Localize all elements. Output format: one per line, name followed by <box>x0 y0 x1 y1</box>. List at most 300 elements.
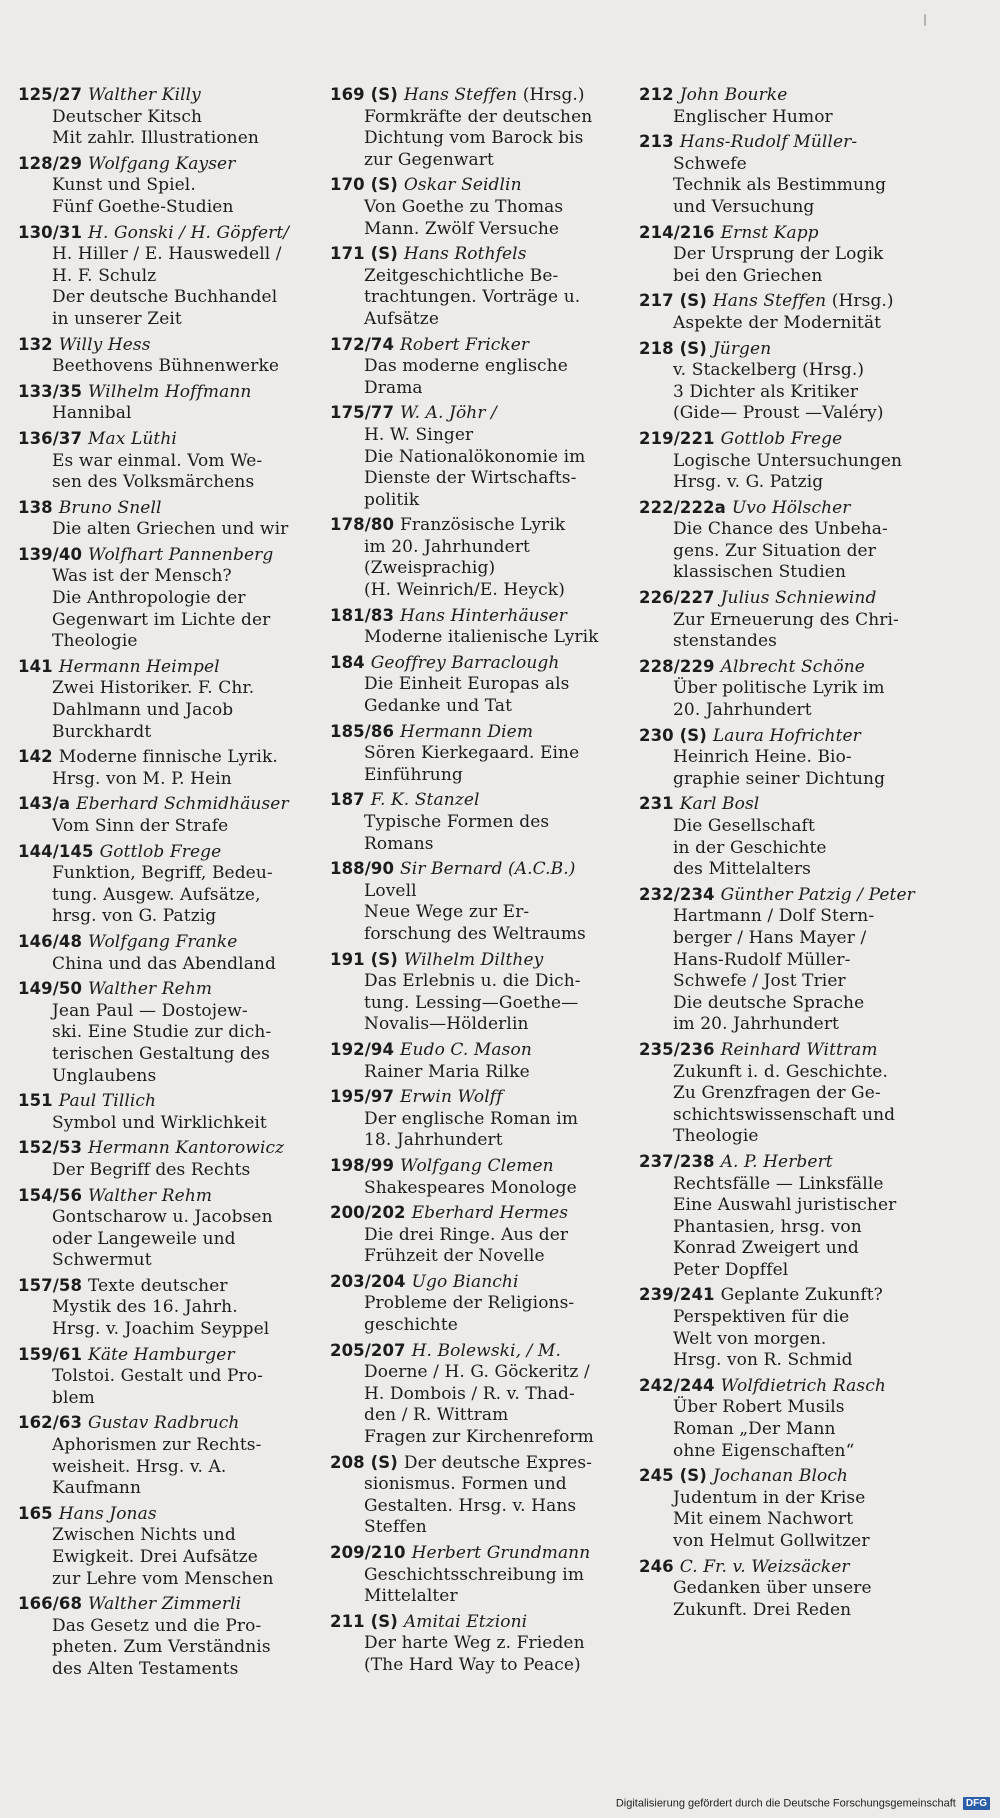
entry-line: klassischen Studien <box>673 562 847 583</box>
entry-line: Aufsätze <box>364 308 440 329</box>
entry-number: 144/145 <box>18 841 94 861</box>
entry-line: Schwefe <box>673 153 747 174</box>
entry-line: ohne Eigenschaften“ <box>673 1440 855 1461</box>
catalog-entry <box>18 334 318 378</box>
entry-author: Gustav Radbruch <box>88 1413 240 1434</box>
catalog-entry <box>18 1503 318 1590</box>
entry-number: 214/216 <box>639 222 715 242</box>
entry-line: H. Hiller / E. Hauswedell / <box>52 244 282 265</box>
entry-line: Gedanke und Tat <box>364 696 513 717</box>
entry-line: Gestalten. Hrsg. v. Hans <box>364 1495 577 1516</box>
catalog-column-right <box>639 84 939 1624</box>
entry-author: Max Lüthi <box>88 428 177 449</box>
entry-number: 138 <box>18 497 53 517</box>
entry-heading <box>639 1375 939 1398</box>
catalog-entry <box>330 1340 630 1449</box>
catalog-entry <box>330 334 630 400</box>
catalog-entry <box>18 931 318 975</box>
entry-line: Mann. Zwölf Versuche <box>364 218 560 239</box>
entry-heading <box>330 514 630 537</box>
entry-heading <box>330 334 630 357</box>
catalog-entry <box>330 858 630 945</box>
catalog-entry <box>330 949 630 1036</box>
entry-author: Hans-Rudolf Müller- <box>679 132 858 153</box>
entry-author: Wilhelm Hoffmann <box>88 381 252 402</box>
entry-heading <box>330 949 630 972</box>
entry-line: Über Robert Musils <box>673 1397 845 1418</box>
entry-line: Mittelalter <box>364 1586 458 1607</box>
entry-author: Hans Steffen <box>712 291 827 312</box>
catalog-entry <box>18 497 318 541</box>
entry-line: Peter Dopffel <box>673 1259 789 1280</box>
entry-line: Theologie <box>52 631 138 652</box>
entry-line: Moderne italienische Lyrik <box>364 627 599 648</box>
entry-line: des Mittelalters <box>673 859 811 880</box>
dfg-logo-icon: DFG <box>963 1797 990 1810</box>
entry-heading <box>330 721 630 744</box>
catalog-entry <box>639 1375 939 1462</box>
entry-line: Der deutsche Buchhandel <box>52 287 278 308</box>
entry-number: 188/90 <box>330 859 395 879</box>
entry-number: 209/210 <box>330 1543 406 1562</box>
entry-title: Französische Lyrik <box>400 515 566 536</box>
entry-line: H. Dombois / R. v. Thad- <box>364 1383 575 1404</box>
catalog-entry <box>639 497 939 584</box>
catalog-entry <box>639 84 939 128</box>
entry-line: Mystik des 16. Jahrh. <box>52 1297 238 1318</box>
entry-heading <box>18 497 318 520</box>
entry-number: 192/94 <box>330 1039 395 1059</box>
entry-line: 20. Jahrhundert <box>673 700 812 721</box>
entry-line: Zeitgeschichtliche Be- <box>364 265 559 286</box>
entry-number: 172/74 <box>330 334 395 354</box>
entry-number: 211 (S) <box>330 1611 398 1631</box>
entry-author: Paul Tillich <box>58 1091 157 1112</box>
entry-author: Uvo Hölscher <box>731 497 851 518</box>
catalog-entry <box>18 1344 318 1410</box>
entry-line: Ewigkeit. Drei Aufsätze <box>52 1547 258 1567</box>
entry-heading <box>330 858 630 881</box>
entry-line: tung. Lessing—Goethe— <box>364 992 579 1013</box>
entry-line: Geschichtsschreibung im <box>364 1564 585 1585</box>
entry-heading <box>639 497 939 520</box>
entry-title: Geplante Zukunft? <box>720 1285 883 1306</box>
catalog-entry <box>18 1137 318 1181</box>
entry-line: (The Hard Way to Peace) <box>364 1654 581 1675</box>
entry-editor-note: (Hrsg.) <box>826 291 894 312</box>
entry-line: Gontscharow u. Jacobsen <box>52 1207 273 1228</box>
catalog-entry <box>330 1452 630 1539</box>
entry-line: Sören Kierkegaard. Eine <box>364 743 580 764</box>
entry-heading <box>330 1452 630 1475</box>
entry-line: oder Langeweile und <box>52 1228 236 1249</box>
entry-heading <box>18 793 318 816</box>
entry-heading <box>330 402 630 425</box>
entry-line: Aphorismen zur Rechts- <box>52 1435 262 1456</box>
catalog-entry <box>639 222 939 288</box>
entry-heading <box>330 605 630 628</box>
entry-number: 185/86 <box>330 721 395 741</box>
entry-heading <box>18 978 318 1001</box>
entry-line: Hans-Rudolf Müller- <box>673 949 851 970</box>
entry-line: Die deutsche Sprache <box>673 992 865 1013</box>
entry-line: Das Erlebnis u. die Dich- <box>364 971 581 992</box>
entry-line: Symbol und Wirklichkeit <box>52 1112 267 1133</box>
catalog-entry <box>330 789 630 855</box>
entry-number: 242/244 <box>639 1375 715 1395</box>
entry-line: Zwei Historiker. F. Chr. <box>52 678 255 699</box>
entry-line: sen des Volksmärchens <box>52 472 255 493</box>
entry-heading <box>330 1542 630 1565</box>
catalog-entry <box>330 1202 630 1268</box>
catalog-entry <box>330 514 630 601</box>
entry-number: 203/204 <box>330 1271 406 1291</box>
entry-author: Laura Hofrichter <box>712 725 861 746</box>
entry-line: v. Stackelberg (Hrsg.) <box>673 360 865 381</box>
entry-line: Die alten Griechen und wir <box>52 519 289 540</box>
entry-line: H. W. Singer <box>364 424 474 445</box>
entry-line: Phantasien, hrsg. von <box>673 1216 862 1237</box>
entry-line: Vom Sinn der Strafe <box>52 816 229 836</box>
entry-line: (Zweisprachig) <box>364 558 496 579</box>
entry-line: Funktion, Begriff, Bedeu- <box>52 863 273 884</box>
entry-heading <box>639 1039 939 1062</box>
entry-line: im 20. Jahrhundert <box>364 536 530 557</box>
entry-number: 230 (S) <box>639 725 707 745</box>
catalog-entry <box>639 793 939 880</box>
entry-line: Welt von morgen. <box>673 1328 827 1349</box>
catalog-entry <box>18 544 318 653</box>
catalog-entry <box>330 174 630 240</box>
catalog-entry <box>639 884 939 1036</box>
entry-number: 200/202 <box>330 1203 406 1223</box>
entry-author: C. Fr. v. Weizsäcker <box>679 1556 850 1577</box>
entry-line: Mit einem Nachwort <box>673 1509 854 1530</box>
entry-editor-note: (Hrsg.) <box>517 85 585 105</box>
entry-line: sionismus. Formen und <box>364 1474 567 1495</box>
entry-author: A. P. Herbert <box>720 1151 833 1172</box>
entry-heading <box>18 428 318 451</box>
entry-line: Novalis—Hölderlin <box>364 1014 529 1035</box>
entry-line: Mit zahlr. Illustrationen <box>52 128 259 149</box>
catalog-entry <box>639 1284 939 1371</box>
entry-author: Hermann Heimpel <box>58 656 220 677</box>
entry-number: 151 <box>18 1091 53 1111</box>
entry-heading <box>639 428 939 451</box>
entry-heading <box>18 1275 318 1298</box>
entry-number: 136/37 <box>18 428 83 448</box>
entry-number: 213 <box>639 132 674 152</box>
entry-line: Zwischen Nichts und <box>52 1525 236 1546</box>
entry-heading <box>330 1039 630 1062</box>
catalog-entry <box>330 1039 630 1083</box>
entry-line: im 20. Jahrhundert <box>673 1014 839 1035</box>
entry-line: Die drei Ringe. Aus der <box>364 1224 569 1245</box>
entry-author: Wilhelm Dilthey <box>403 949 544 970</box>
entry-heading <box>639 793 939 816</box>
entry-line: Hartmann / Dolf Stern- <box>673 906 875 927</box>
entry-heading <box>639 131 939 154</box>
entry-author: Walther Rehm <box>88 1185 213 1206</box>
entry-author: John Bourke <box>679 85 788 105</box>
entry-number: 125/27 <box>18 85 83 104</box>
entry-line: den / R. Wittram <box>364 1405 509 1426</box>
entry-heading <box>18 1090 318 1113</box>
entry-line: Es war einmal. Vom We- <box>52 450 263 471</box>
entry-line: Hrsg. v. G. Patzig <box>673 472 824 493</box>
catalog-entry <box>639 1465 939 1552</box>
entry-heading <box>18 544 318 567</box>
catalog-entry <box>639 725 939 791</box>
entry-line: Dienste der Wirtschafts- <box>364 468 577 489</box>
entry-line: Dahlmann und Jacob <box>52 700 234 721</box>
entry-number: 222/222a <box>639 497 726 517</box>
entry-line: Was ist der Mensch? <box>52 566 232 587</box>
entry-number: 171 (S) <box>330 244 398 264</box>
entry-line: Deutscher Kitsch <box>52 106 203 127</box>
entry-number: 208 (S) <box>330 1452 398 1472</box>
entry-line: gens. Zur Situation der <box>673 540 876 561</box>
entry-number: 235/236 <box>639 1039 715 1059</box>
catalog-entry <box>330 652 630 718</box>
entry-heading <box>330 1340 630 1363</box>
entry-number: 143/a <box>18 794 71 814</box>
entry-heading <box>639 656 939 679</box>
entry-number: 231 <box>639 794 674 814</box>
entry-heading <box>639 587 939 610</box>
catalog-column-left <box>18 84 318 1684</box>
entry-line: Hrsg. von M. P. Hein <box>52 768 232 789</box>
catalog-entry <box>330 84 630 171</box>
entry-author: Hans Jonas <box>58 1503 157 1524</box>
entry-line: des Alten Testaments <box>52 1658 239 1679</box>
catalog-entry <box>330 605 630 649</box>
entry-author: Käte Hamburger <box>88 1344 235 1365</box>
catalog-entry <box>639 290 939 334</box>
entry-number: 159/61 <box>18 1344 83 1364</box>
entry-author: Hermann Kantorowicz <box>88 1138 285 1159</box>
entry-author: Walther Rehm <box>88 979 213 1000</box>
entry-heading <box>18 841 318 864</box>
entry-line: Konrad Zweigert und <box>673 1238 859 1259</box>
entry-number: 217 (S) <box>639 291 707 311</box>
catalog-entry <box>18 1412 318 1499</box>
entry-author: Eudo C. Mason <box>400 1039 532 1060</box>
entry-line: Hrsg. v. Joachim Seyppel <box>52 1319 270 1340</box>
entry-author: Walther Killy <box>88 85 201 105</box>
entry-number: 246 <box>639 1556 674 1576</box>
entry-line: politik <box>364 489 420 510</box>
entry-number: 142 <box>18 747 53 767</box>
catalog-entry <box>639 587 939 653</box>
entry-line: Die Anthropologie der <box>52 588 246 609</box>
entry-number: 187 <box>330 790 365 810</box>
entry-line: Jean Paul — Dostojew- <box>52 1000 248 1021</box>
entry-number: 133/35 <box>18 381 83 401</box>
entry-author: Wolfdietrich Rasch <box>720 1375 886 1396</box>
entry-author: Jürgen <box>712 338 772 359</box>
entry-line: graphie seiner Dichtung <box>673 768 886 789</box>
entry-heading <box>639 84 939 107</box>
entry-line: trachtungen. Vorträge u. <box>364 287 581 308</box>
entry-heading <box>18 84 318 107</box>
entry-author: Hans Steffen <box>403 85 518 105</box>
entry-author: Julius Schniewind <box>720 588 877 609</box>
catalog-entry <box>639 428 939 494</box>
entry-author: Eberhard Schmidhäuser <box>76 794 289 815</box>
entry-author: Wolfgang Clemen <box>400 1155 554 1176</box>
entry-line: Probleme der Religions- <box>364 1293 575 1314</box>
entry-line: tung. Ausgew. Aufsätze, <box>52 884 261 905</box>
entry-author: Gottlob Frege <box>99 841 222 862</box>
entry-heading <box>330 1271 630 1294</box>
entry-line: Rechtsfälle — Linksfälle <box>673 1173 884 1194</box>
entry-line: Aspekte der Modernität <box>673 312 882 333</box>
entry-author: Sir Bernard (A.C.B.) <box>400 859 576 880</box>
entry-number: 169 (S) <box>330 85 398 104</box>
entry-line: Perspektiven für die <box>673 1307 850 1328</box>
catalog-entry <box>18 1593 318 1680</box>
entry-line: Neue Wege zur Er- <box>364 902 530 923</box>
entry-number: 226/227 <box>639 588 715 608</box>
catalog-entry <box>18 841 318 928</box>
entry-line: Heinrich Heine. Bio- <box>673 747 852 768</box>
entry-heading <box>18 334 318 357</box>
entry-line: Eine Auswahl juristischer <box>673 1195 897 1216</box>
entry-heading <box>18 931 318 954</box>
entry-author: Wolfhart Pannenberg <box>88 544 274 565</box>
entry-heading <box>330 243 630 266</box>
entry-number: 170 (S) <box>330 175 398 195</box>
catalog-entry <box>639 656 939 722</box>
entry-author: Hans Rothfels <box>403 244 527 265</box>
catalog-entry <box>330 1611 630 1677</box>
entry-heading <box>18 1137 318 1160</box>
entry-heading <box>18 1593 318 1616</box>
entry-number: 128/29 <box>18 153 83 173</box>
entry-author: Bruno Snell <box>58 497 162 518</box>
entry-number: 237/238 <box>639 1151 715 1171</box>
entry-line: in unserer Zeit <box>52 308 182 329</box>
entry-heading <box>18 381 318 404</box>
catalog-entry <box>18 978 318 1087</box>
entry-line: pheten. Zum Verständnis <box>52 1637 271 1658</box>
entry-author: Robert Fricker <box>400 334 530 355</box>
entry-line: Über politische Lyrik im <box>673 678 885 699</box>
entry-heading <box>330 1155 630 1178</box>
entry-author: W. A. Jöhr / <box>400 403 497 424</box>
entry-line: Die Gesellschaft <box>673 816 815 836</box>
entry-number: 228/229 <box>639 656 715 676</box>
entry-line: Die Chance des Unbeha- <box>673 519 888 540</box>
catalog-entry <box>18 793 318 837</box>
entry-line: Der englische Roman im <box>364 1108 579 1129</box>
entry-line: Englischer Humor <box>673 106 833 127</box>
entry-heading <box>330 84 630 107</box>
entry-author: Walther Zimmerli <box>88 1594 242 1615</box>
catalog-column-middle <box>330 84 630 1680</box>
entry-line: terischen Gestaltung des <box>52 1043 270 1064</box>
entry-line: Zu Grenzfragen der Ge- <box>673 1083 881 1104</box>
entry-line: Einführung <box>364 764 463 785</box>
entry-line: Der Begriff des Rechts <box>52 1159 251 1180</box>
entry-author: Willy Hess <box>58 334 151 355</box>
entry-heading <box>330 652 630 675</box>
entry-heading <box>639 1284 939 1307</box>
entry-heading <box>18 153 318 176</box>
catalog-entry <box>18 656 318 743</box>
entry-line: Judentum in der Krise <box>673 1487 866 1508</box>
entry-line: Dichtung vom Barock bis <box>364 128 584 149</box>
entry-line: Drama <box>364 377 423 398</box>
entry-number: 130/31 <box>18 222 83 242</box>
entry-line: Beethovens Bühnenwerke <box>52 356 280 377</box>
entry-number: 184 <box>330 652 365 672</box>
catalog-entry <box>639 131 939 218</box>
entry-line: Fragen zur Kirchenreform <box>364 1427 594 1448</box>
catalog-entry <box>330 1271 630 1337</box>
catalog-entry <box>330 402 630 511</box>
entry-line: Fünf Goethe-Studien <box>52 196 234 217</box>
entry-line: Zukunft. Drei Reden <box>673 1599 852 1620</box>
catalog-entry <box>330 1542 630 1608</box>
entry-author: H. Bolewski, / M. <box>411 1340 561 1361</box>
entry-number: 205/207 <box>330 1340 406 1360</box>
entry-line: berger / Hans Mayer / <box>673 927 867 948</box>
digitization-credit <box>610 1797 990 1814</box>
entry-author: Hans Hinterhäuser <box>400 605 567 626</box>
entry-heading <box>330 789 630 812</box>
catalog-entry <box>18 153 318 219</box>
entry-line: bei den Griechen <box>673 265 823 286</box>
entry-line: Shakespeares Monologe <box>364 1177 577 1198</box>
entry-line: stenstandes <box>673 631 777 652</box>
entry-line: zur Gegenwart <box>364 149 494 170</box>
entry-author: Ernst Kapp <box>720 222 819 243</box>
entry-number: 175/77 <box>330 403 395 423</box>
entry-line: und Versuchung <box>673 196 815 217</box>
entry-number: 191 (S) <box>330 949 398 969</box>
entry-number: 154/56 <box>18 1185 83 1205</box>
entry-line: Tolstoi. Gestalt und Pro- <box>52 1366 263 1387</box>
entry-line: von Helmut Gollwitzer <box>673 1531 870 1551</box>
entry-heading <box>639 222 939 245</box>
entry-number: 165 <box>18 1503 53 1523</box>
entry-line: Schwefe / Jost Trier <box>673 971 846 992</box>
entry-heading <box>18 1185 318 1208</box>
entry-number: 162/63 <box>18 1413 83 1433</box>
entry-author: Wolfgang Franke <box>88 931 238 952</box>
entry-title: Moderne finnische Lyrik. <box>58 747 278 768</box>
entry-line: Rainer Maria Rilke <box>364 1061 530 1082</box>
catalog-entry <box>330 721 630 787</box>
entry-line: forschung des Weltraums <box>364 923 586 944</box>
entry-number: 178/80 <box>330 515 395 535</box>
entry-line: China und das Abendland <box>52 953 276 974</box>
entry-line: (Gide— Proust —Valéry) <box>673 403 884 424</box>
entry-line: zur Lehre vom Menschen <box>52 1568 274 1589</box>
entry-author: Amitai Etzioni <box>403 1611 528 1632</box>
entry-title: Texte deutscher <box>88 1275 228 1296</box>
entry-heading <box>18 656 318 679</box>
entry-line: Das Gesetz und die Pro- <box>52 1615 262 1636</box>
entry-number: 239/241 <box>639 1285 715 1305</box>
entry-heading <box>18 1412 318 1435</box>
entry-number: 146/48 <box>18 931 83 951</box>
entry-line: Romans <box>364 833 434 854</box>
entry-author: Gottlob Frege <box>720 428 843 449</box>
entry-line: Gedanken über unsere <box>673 1578 872 1599</box>
